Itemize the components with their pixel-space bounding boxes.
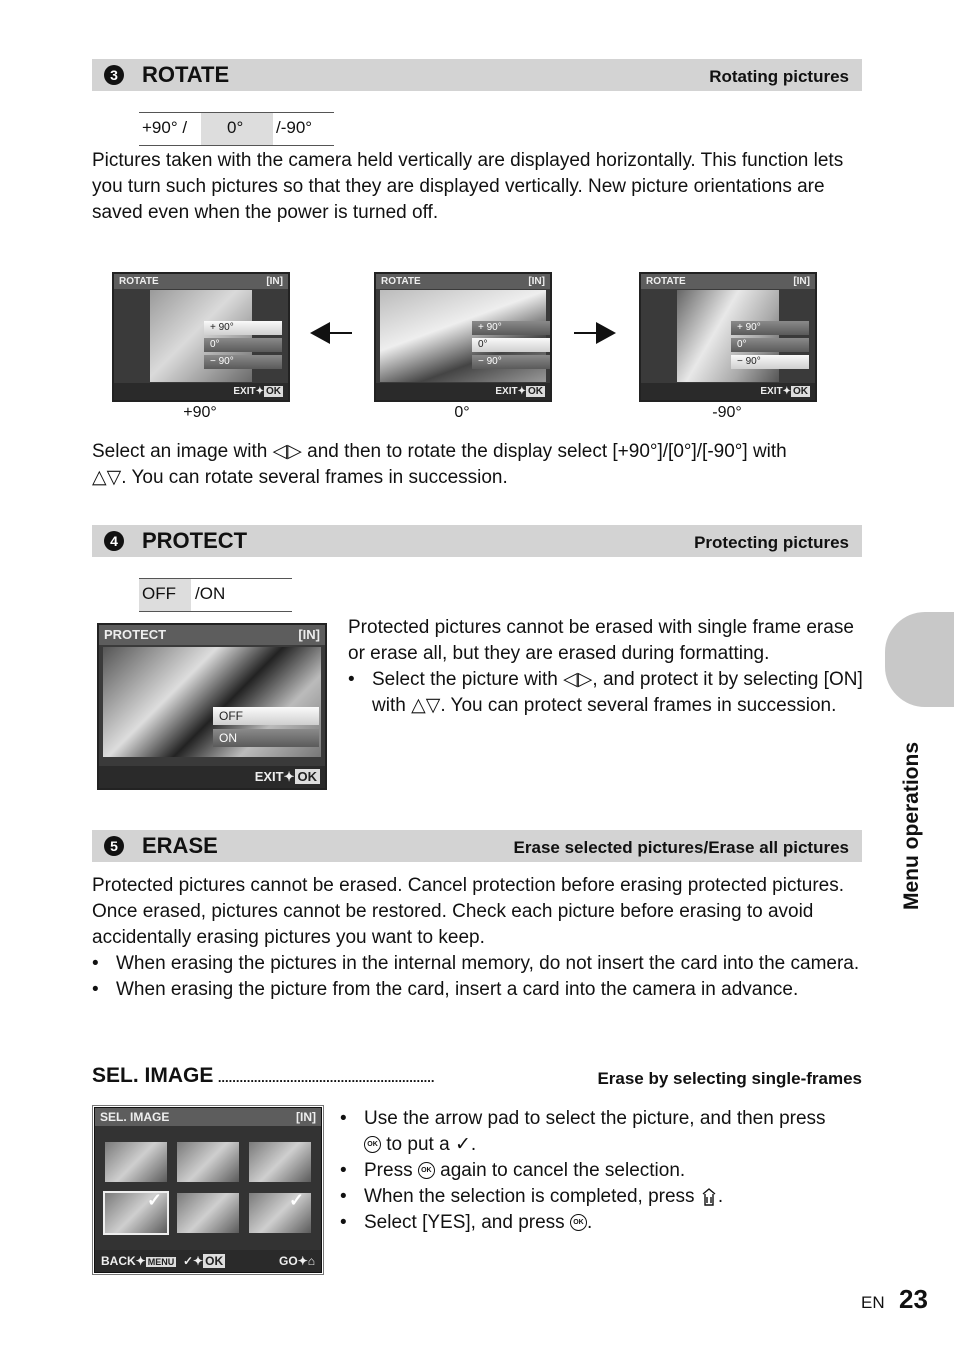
trash-icon: ⌂	[307, 1254, 315, 1268]
section-number: 4	[104, 531, 124, 551]
section-number: 3	[104, 65, 124, 85]
list-item: • Use the arrow pad to select the picture, and then press OK to put a ✓.	[340, 1106, 870, 1158]
section-subtitle: Protecting pictures	[694, 533, 849, 552]
sel-image-footer: BACK✦ MENU ✓✦ OK GO✦⌂	[95, 1250, 321, 1272]
up-down-arrows-icon: △▽	[92, 467, 122, 488]
thumbnail	[177, 1142, 239, 1182]
menu-item: OFF	[213, 707, 319, 725]
sel-image-screen: SEL. IMAGE [IN] ✓ ✓ BACK✦ MENU ✓✦ OK GO✦⌂	[94, 1107, 322, 1273]
ok-button-icon: OK	[570, 1214, 587, 1231]
section-title: PROTECT	[142, 528, 248, 553]
list-item: • When erasing the picture from the card, insert a card into the camera in advance.	[92, 977, 862, 1003]
list-item: • Select [YES], and press OK .	[340, 1210, 870, 1236]
dot-leader: ............................................................	[217, 1070, 435, 1085]
menu-item: + 90°	[204, 321, 282, 335]
rotate-section-header	[92, 59, 862, 91]
section-subtitle: Erase selected pictures/Erase all pictures	[513, 838, 849, 857]
menu-item: 0°	[204, 338, 282, 352]
section-subtitle: Rotating pictures	[709, 67, 849, 86]
thumbnail	[249, 1142, 311, 1182]
arrow-right-icon	[572, 320, 616, 346]
option-0: 0°	[227, 118, 244, 137]
menu-item: + 90°	[731, 321, 809, 335]
page-number: 23	[899, 1284, 928, 1314]
side-tab-label: Menu operations	[900, 741, 923, 910]
erase-bullets	[92, 951, 862, 1003]
thumbnail	[105, 1142, 167, 1182]
option-on: /ON	[195, 584, 226, 603]
option-plus90: +90° /	[142, 118, 188, 137]
list-item: • Press OK again to cancel the selection.	[340, 1158, 870, 1184]
arrow-left-icon	[310, 320, 354, 346]
erase-paragraph: Protected pictures cannot be erased. Cancel protection before erasing protected pictures. Once erased, pictures cannot be restored. Check each picture before erasing to avoid accidentally erasing pictures you want to keep.	[92, 875, 844, 948]
check-icon: ✓	[289, 1190, 305, 1210]
option-off: OFF	[142, 584, 176, 603]
list-item: • When the selection is completed, press .	[340, 1184, 870, 1210]
section-title: ERASE	[142, 833, 218, 858]
left-right-arrows-icon: ◁▷	[563, 669, 593, 690]
protect-options	[139, 578, 292, 612]
protect-paragraph: Protected pictures cannot be erased with single frame erase or erase all, but they are erased during formatting.	[348, 617, 854, 664]
menu-item: − 90°	[472, 355, 550, 369]
sel-image-title: SEL. IMAGE	[92, 1064, 214, 1087]
list-item: • Select the picture with ◁▷, and protect it by selecting [ON] with △▽. You can protect several frames in succession.	[348, 667, 868, 719]
caption: -90°	[712, 404, 742, 421]
menu-item: + 90°	[472, 321, 550, 335]
ok-button-icon: OK	[418, 1162, 435, 1179]
menu-item: − 90°	[204, 355, 282, 369]
menu-item: ON	[213, 729, 319, 747]
menu-item: 0°	[731, 338, 809, 352]
left-right-arrows-icon: ◁▷	[272, 441, 302, 462]
caption: 0°	[454, 404, 470, 421]
side-tab-marker	[885, 612, 954, 707]
rotate-instruction: Select an image with ◁▷ and then to rotate the display select [+90°]/[0°]/[-90°] with △▽. You can rotate several frames in succession.	[92, 441, 787, 488]
ok-button-icon: OK	[364, 1136, 381, 1153]
menu-item: − 90°	[731, 355, 809, 369]
rotate-screen-0: ROTATE [IN] + 90° 0° − 90° EXIT✦ OK	[374, 272, 552, 402]
thumbnail	[177, 1193, 239, 1233]
list-item: • When erasing the pictures in the internal memory, do not insert the card into the camera.	[92, 951, 862, 977]
caption: +90°	[183, 404, 217, 421]
protect-section-header	[92, 525, 862, 557]
protect-bullets	[348, 667, 868, 719]
sel-image-bullets	[340, 1106, 870, 1236]
sel-image-heading	[92, 1064, 862, 1092]
sel-image-subtitle: Erase by selecting single-frames	[593, 1069, 862, 1089]
footer-lang: EN	[861, 1293, 885, 1312]
check-icon: ✓	[454, 1134, 471, 1155]
protect-screen: PROTECT [IN] OFF ON EXIT✦ OK	[97, 623, 327, 790]
up-down-arrows-icon: △▽	[411, 695, 441, 716]
rotate-screen-plus90: ROTATE [IN] + 90° 0° − 90° EXIT✦ OK	[112, 272, 290, 402]
menu-item: 0°	[472, 338, 550, 352]
option-minus90: /-90°	[276, 118, 313, 137]
section-number: 5	[104, 836, 124, 856]
erase-section-header	[92, 830, 862, 862]
section-title: ROTATE	[142, 62, 230, 87]
rotate-screen-minus90: ROTATE [IN] + 90° 0° − 90° EXIT✦ OK	[639, 272, 817, 402]
check-icon: ✓	[147, 1190, 163, 1210]
rotate-options	[139, 112, 334, 146]
erase-icon	[700, 1187, 718, 1207]
rotate-paragraph: Pictures taken with the camera held vertically are displayed horizontally. This function lets you turn such pictures so that they are displayed vertically. New picture orientations are saved even when the power is turned off.	[92, 150, 844, 223]
